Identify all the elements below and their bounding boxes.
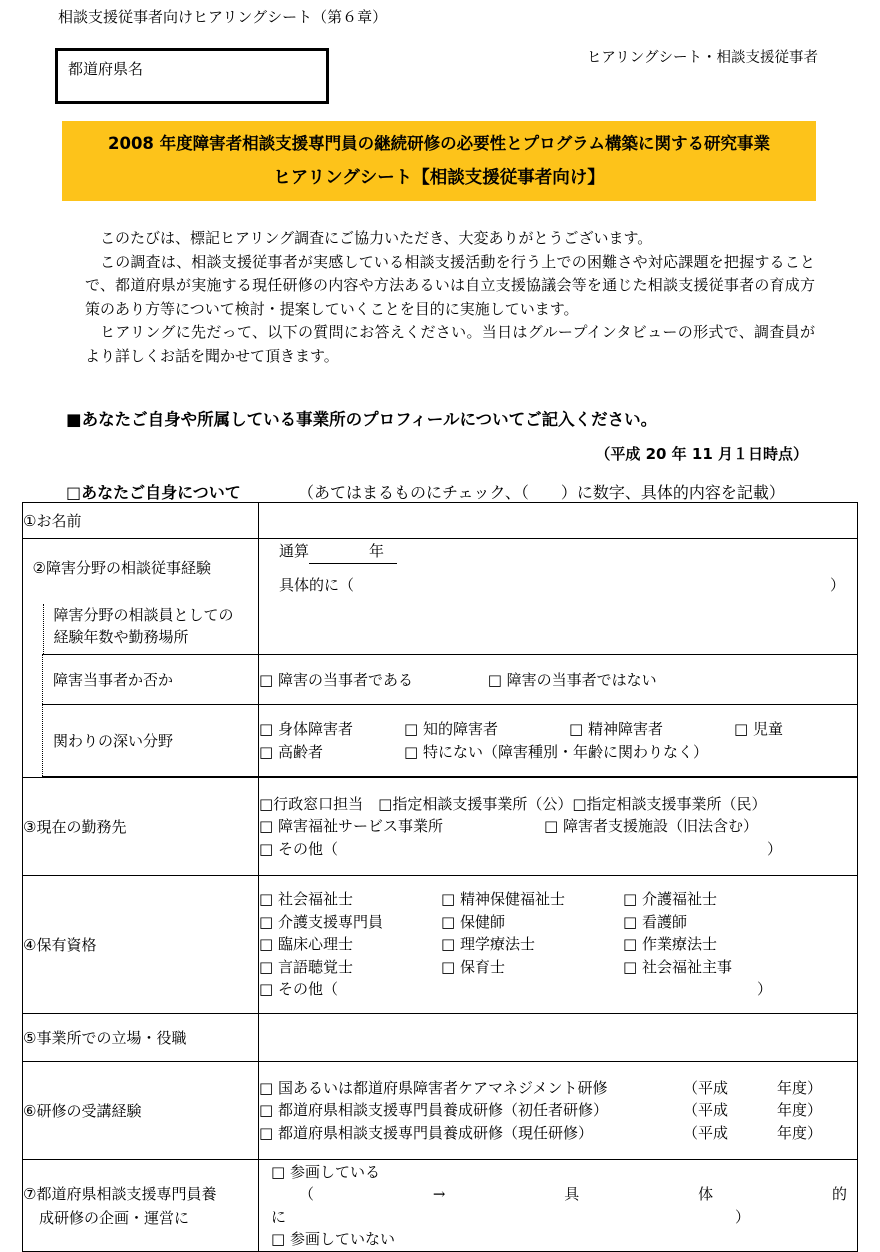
field-options-row2: [259, 741, 857, 764]
workplace-row3: [259, 838, 857, 861]
qual-nurse[interactable]: □ 看護師: [623, 912, 687, 931]
qual-social-worker[interactable]: □ 社会福祉士: [259, 890, 353, 909]
planning-detail-open: （: [299, 1185, 315, 1203]
workplace-option-other[interactable]: □ その他（: [259, 839, 338, 858]
experience-years-input[interactable]: [309, 547, 369, 564]
field-option-none[interactable]: □ 特にない（障害種別・年齢に関わりなく）: [404, 742, 708, 761]
qualifications-label: ④保有資格: [23, 876, 259, 1014]
workplace-option-welfare-service[interactable]: □ 障害福祉サービス事業所: [259, 817, 443, 836]
training-option-care-management[interactable]: □ 国あるいは都道府県障害者ケアマネジメント研修: [259, 1078, 608, 1097]
workplace-label: ③現在の勤務先: [23, 778, 259, 876]
workplace-options: [259, 778, 858, 876]
field-options-row1: [259, 718, 857, 741]
training-row: [259, 1122, 857, 1145]
planning-detail-char: 体: [698, 1185, 714, 1203]
qual-occupational-therapist[interactable]: □ 作業療法士: [623, 935, 717, 954]
experience-total-prefix: 通算: [279, 542, 310, 560]
form-row-training: [23, 1062, 858, 1160]
party-options: [259, 655, 858, 705]
form-row-workplace: [23, 778, 858, 876]
experience-total: [259, 540, 857, 564]
experience-sub-label: [43, 604, 259, 654]
planning-label-line2: 成研修の企画・運営に: [39, 1208, 190, 1227]
form-row-experience: [23, 539, 858, 655]
workplace-other-close: ）: [767, 839, 783, 858]
project-title: 2008 年度障害者相談支援専門員の継続研修の必要性とプログラム構築に関する研究事業: [107, 134, 770, 153]
form-row-party: [23, 655, 858, 705]
name-label: ①お名前: [23, 503, 259, 539]
qual-speech-therapist[interactable]: □ 言語聴覚士: [259, 957, 353, 976]
planning-detail-close: ）: [735, 1207, 751, 1226]
planning-detail-char: に: [271, 1207, 287, 1226]
party-option-no[interactable]: □ 障害の当事者ではない: [487, 671, 657, 689]
training-year-prefix: （平成: [683, 1101, 729, 1120]
planning-option-no[interactable]: □ 参画していない: [271, 1230, 395, 1248]
training-option-initial[interactable]: □ 都道府県相談支援専門員養成研修（初任者研修）: [259, 1101, 608, 1120]
experience-field[interactable]: [259, 539, 858, 655]
qual-physical-therapist[interactable]: □ 理学療法士: [441, 935, 535, 954]
qual-clinical-psychologist[interactable]: □ 臨床心理士: [259, 935, 353, 954]
planning-label-line1: ⑦都道府県相談支援専門員養: [23, 1184, 217, 1203]
training-label: ⑥研修の受講経験: [23, 1062, 259, 1160]
planning-detail-char: 具: [564, 1185, 580, 1203]
qualifications-row: [259, 911, 857, 934]
sheet-title: ヒアリングシート【相談支援従事者向け】: [273, 168, 605, 188]
as-of-date: （平成 20 年 11 月１日時点）: [595, 445, 808, 463]
workplace-row1[interactable]: □行政窓口担当 □指定相談支援事業所（公）□指定相談支援事業所（民）: [259, 794, 767, 813]
workplace-option-support-facility[interactable]: □ 障害者支援施設（旧法含む）: [544, 817, 758, 836]
planning-options: [259, 1160, 858, 1252]
party-option-yes[interactable]: □ 障害の当事者である: [259, 671, 413, 689]
experience-specific-label: 具体的に（: [279, 575, 355, 594]
field-option-child[interactable]: □ 児童: [734, 720, 783, 738]
qual-other[interactable]: □ その他（: [259, 980, 338, 999]
training-year-suffix: 年度）: [777, 1078, 823, 1097]
form-row-qualifications: [23, 876, 858, 1014]
profile-form: [22, 502, 858, 1252]
form-row-name: [23, 503, 858, 539]
qualifications-row: [259, 888, 857, 911]
self-section-note: （あてはまるものにチェック、（ ）に数字、具体的内容を記載）: [298, 483, 785, 502]
training-year-suffix: 年度）: [777, 1123, 823, 1142]
sheet-type-label: ヒアリングシート・相談支援従事者: [586, 50, 818, 66]
field-option-elderly[interactable]: □ 高齢者: [259, 742, 323, 761]
field-label: 関わりの深い分野: [43, 705, 259, 777]
name-field[interactable]: [259, 503, 858, 539]
field-option-mental[interactable]: □ 精神障害者: [569, 720, 663, 738]
qualifications-other-row: [259, 978, 857, 1001]
training-option-current[interactable]: □ 都道府県相談支援専門員養成研修（現任研修）: [259, 1123, 593, 1142]
field-options: [259, 705, 858, 777]
form-row-planning: [23, 1160, 858, 1252]
qual-childcare-worker[interactable]: □ 保育士: [441, 957, 505, 976]
sheet-header-label: 相談支援従事者向けヒアリングシート（第６章）: [58, 8, 388, 26]
workplace-row2: [259, 815, 857, 838]
qual-social-welfare-officer[interactable]: □ 社会福祉主事: [623, 957, 732, 976]
planning-detail-row: [271, 1183, 847, 1206]
training-row: [259, 1099, 857, 1122]
form-row-field: [23, 705, 858, 777]
party-label: 障害当事者か否か: [43, 655, 259, 705]
experience-total-unit: 年: [369, 540, 397, 564]
intro-paragraph: ヒアリングに先だって、以下の質問にお答えください。当日はグループインタビューの形式で、調査員がより詳しくお話を聞かせて頂きます。: [85, 323, 815, 365]
training-year-prefix: （平成: [683, 1078, 729, 1097]
prefecture-field[interactable]: [55, 48, 329, 104]
intro-text: [85, 227, 815, 368]
experience-specific-close: ）: [829, 575, 845, 594]
experience-label: ②障害分野の相談従事経験: [32, 559, 211, 577]
qual-public-health-nurse[interactable]: □ 保健師: [441, 912, 505, 931]
title-banner: [62, 121, 816, 201]
planning-detail-char: 的: [831, 1185, 847, 1203]
prefecture-label: 都道府県名: [68, 60, 144, 78]
position-label: ⑤事業所での立場・役職: [23, 1014, 259, 1062]
field-option-intellectual[interactable]: □ 知的障害者: [404, 720, 498, 738]
qual-care-worker[interactable]: □ 介護福祉士: [623, 890, 717, 909]
experience-sub-label-line2: 経験年数や勤務場所: [53, 628, 189, 646]
qualifications-row: [259, 956, 857, 979]
training-options: [259, 1062, 858, 1160]
arrow-icon: →: [432, 1185, 446, 1203]
intro-paragraph: このたびは、標記ヒアリング調査にご協力いただき、大変ありがとうございます。: [100, 229, 653, 247]
experience-specific: [259, 574, 857, 597]
position-field[interactable]: [259, 1014, 858, 1062]
experience-label-cell: [32, 539, 259, 655]
qual-other-close: ）: [757, 980, 773, 999]
intro-paragraph: この調査は、相談支援従事者が実感している相談支援活動を行う上での困難さや対応課題を把握することで、都道府県が実施する現任研修の内容や方法あるいは自立支援協議会等を通じた相談支援従事者の育成方策のあり方等について検討・提案していくことを目的に実施しています。: [85, 252, 815, 318]
section-heading: ■あなたご自身や所属している事業所のプロフィールについてご記入ください。: [66, 410, 658, 429]
self-section-heading: □あなたご自身について: [66, 483, 241, 502]
training-row: [259, 1077, 857, 1100]
qualifications-row: [259, 933, 857, 956]
qualifications-options: [259, 876, 858, 1014]
planning-label: [23, 1160, 259, 1252]
experience-sub-label-line1: 障害分野の相談員としての: [53, 606, 234, 624]
field-option-physical[interactable]: □ 身体障害者: [259, 720, 353, 738]
planning-option-yes[interactable]: □ 参画している: [271, 1162, 380, 1181]
training-year-prefix: （平成: [683, 1123, 729, 1142]
form-row-position: [23, 1014, 858, 1062]
training-year-suffix: 年度）: [777, 1101, 823, 1120]
planning-detail-row2[interactable]: [271, 1206, 847, 1229]
qual-care-manager[interactable]: □ 介護支援専門員: [259, 912, 383, 931]
qual-psychiatric-social-worker[interactable]: □ 精神保健福祉士: [441, 890, 565, 909]
